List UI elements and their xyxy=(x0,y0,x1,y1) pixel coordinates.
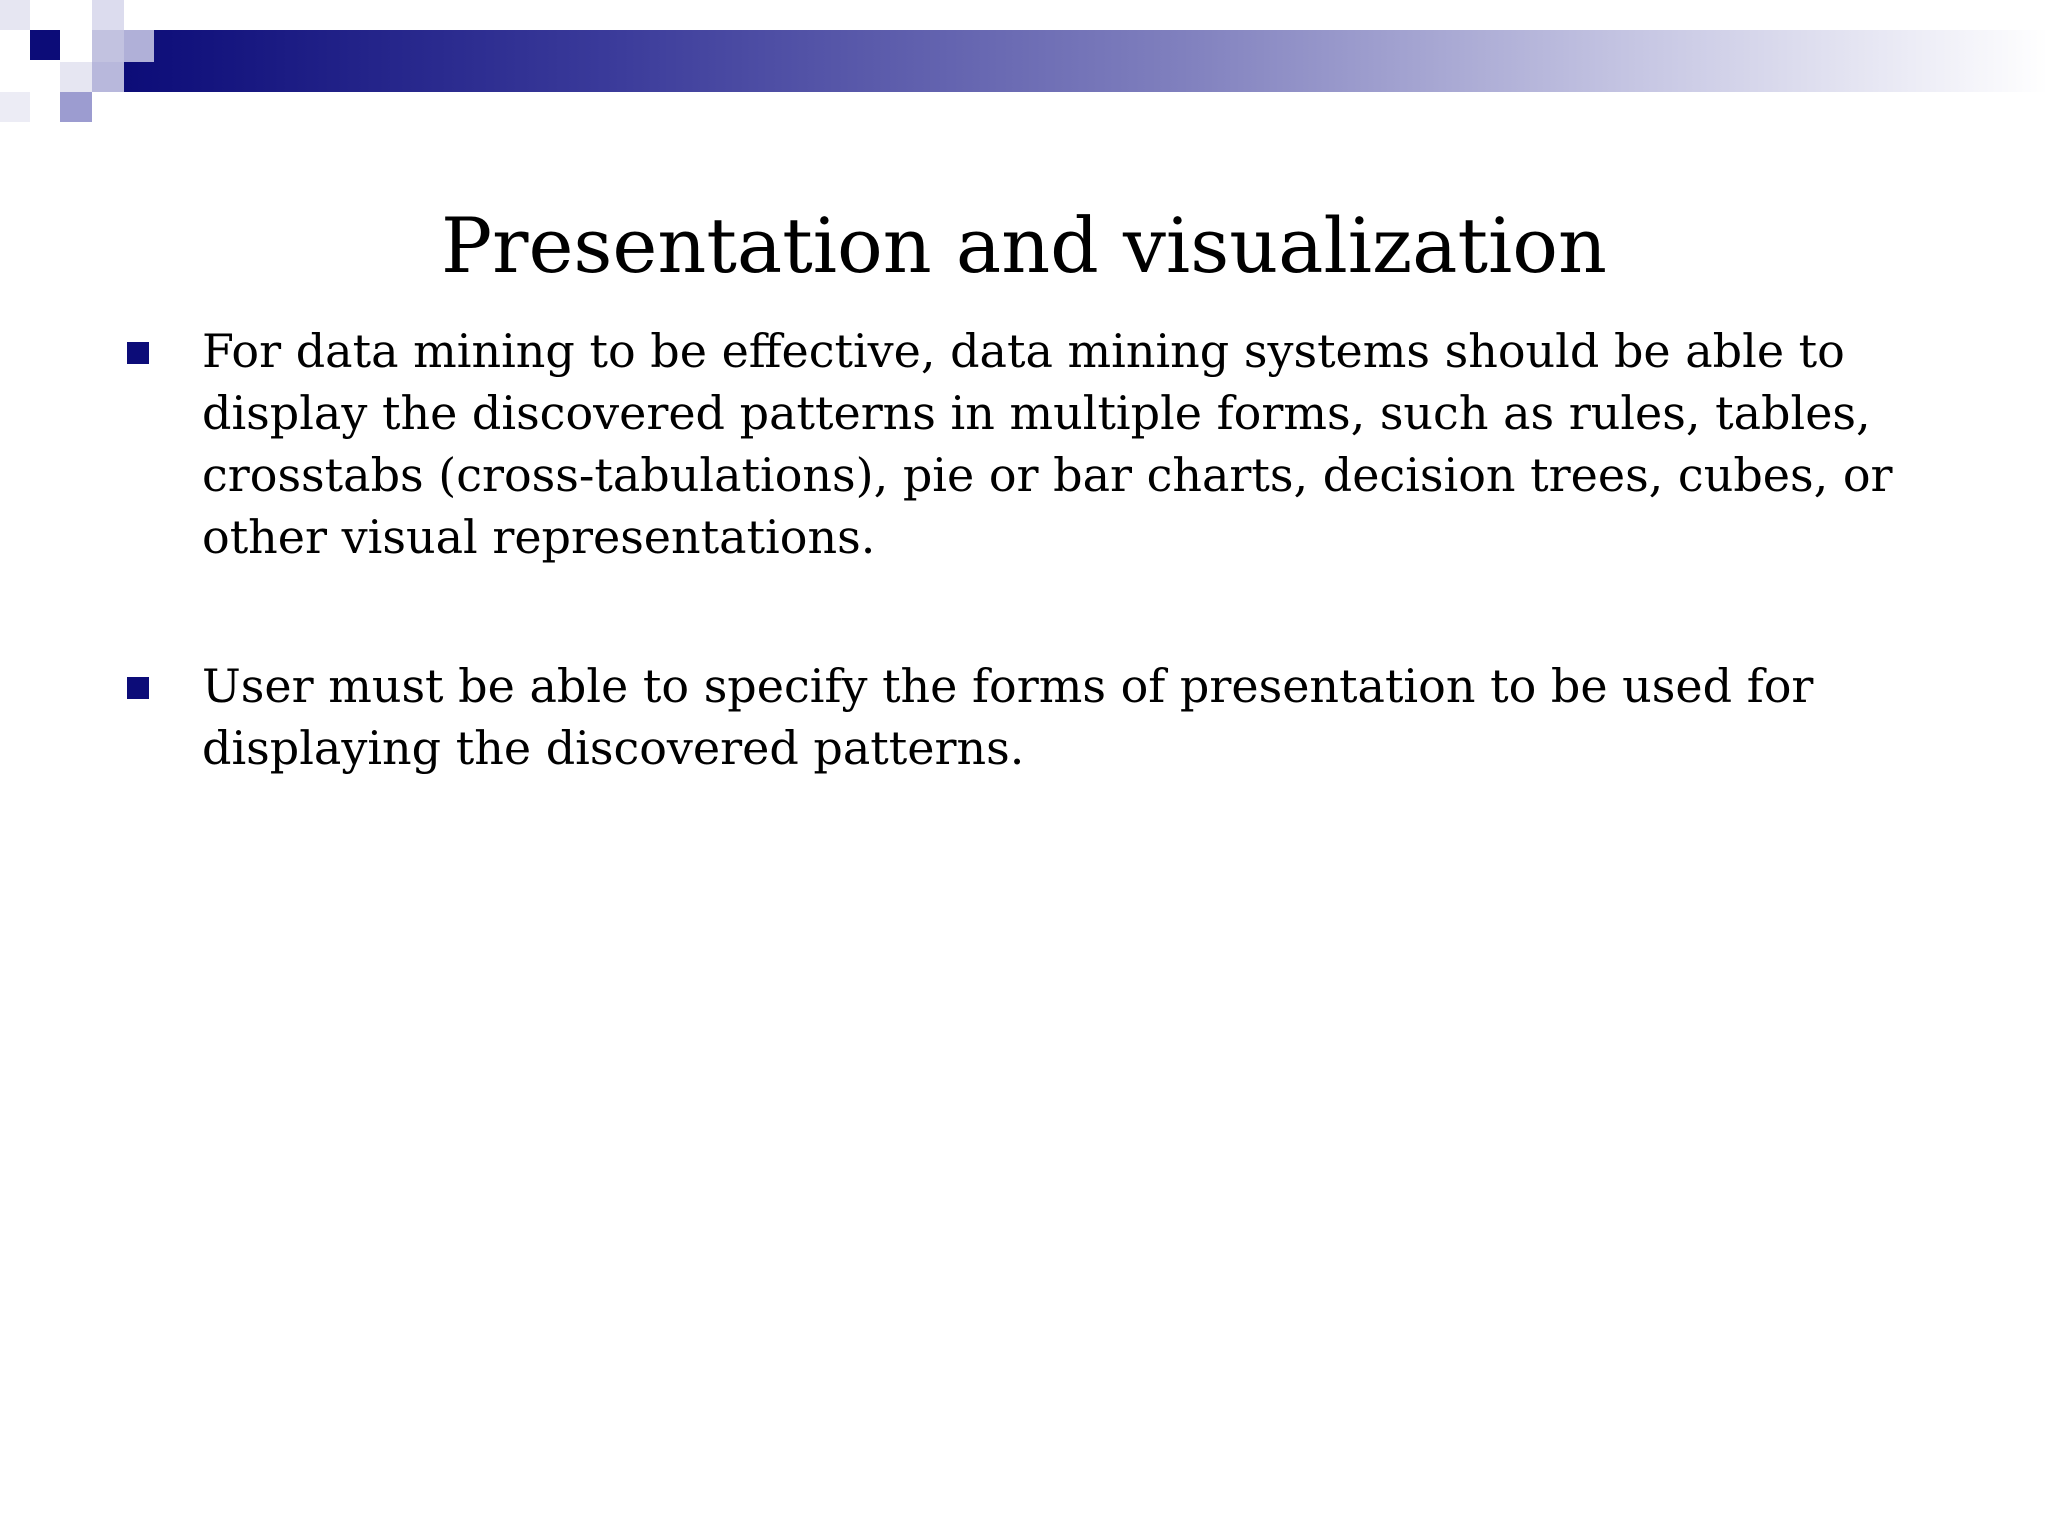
header-gradient-band xyxy=(124,30,2048,92)
square-bullet-icon xyxy=(127,677,149,699)
bullet-text: User must be able to specify the forms of presentation to be used for displaying the discovered patterns. xyxy=(202,659,1814,775)
decorative-square xyxy=(60,62,92,92)
decorative-square xyxy=(92,0,124,30)
square-bullet-icon xyxy=(127,342,149,364)
decorative-square xyxy=(92,30,124,62)
slide-title: Presentation and visualization xyxy=(440,200,1607,290)
decorative-square xyxy=(30,30,60,60)
bullet-list xyxy=(126,320,1926,866)
decorative-square xyxy=(92,62,124,92)
decorative-square xyxy=(0,92,30,122)
decorative-square xyxy=(0,0,30,30)
bullet-text: For data mining to be effective, data mining systems should be able to display the discovered patterns in multiple forms, such as rules, tables, crosstabs (cross-tabulations), pie or bar charts, decision trees, cubes, or other visual representations. xyxy=(202,324,1893,564)
decorative-square xyxy=(60,92,92,122)
decorative-square xyxy=(124,30,154,62)
bullet-item xyxy=(126,320,1926,568)
bullet-item xyxy=(126,655,1926,779)
